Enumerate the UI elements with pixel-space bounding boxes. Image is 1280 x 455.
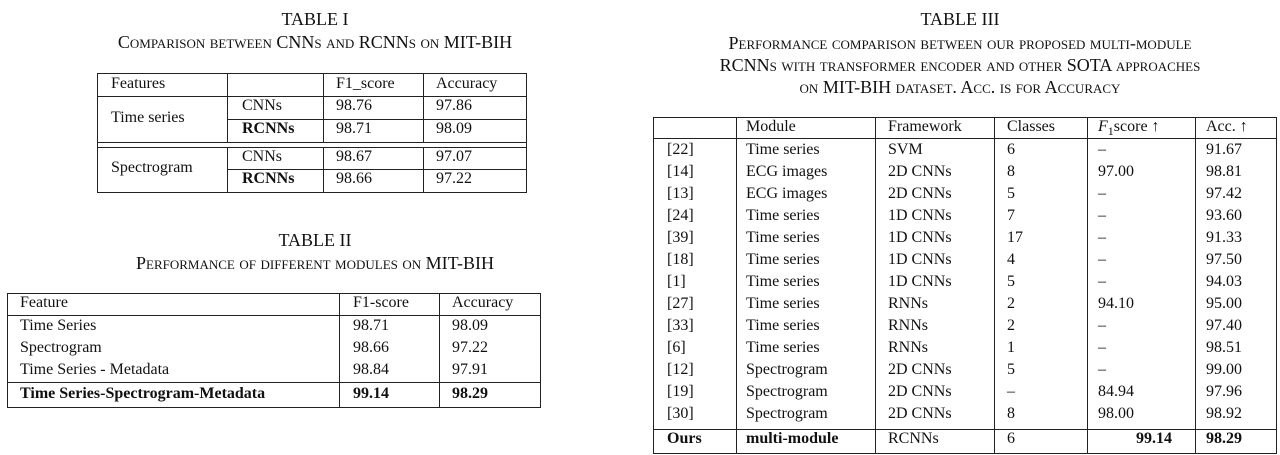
- table3-cell: 93.60: [1206, 207, 1242, 224]
- table3-cell: 8: [1007, 405, 1015, 422]
- table2-cell: 98.66: [353, 339, 389, 356]
- table3-cell: RNNs: [888, 295, 929, 312]
- table2-cell: 98.29: [452, 385, 488, 402]
- table3-cell: 97.96: [1206, 383, 1242, 400]
- table3-cell: [12]: [667, 361, 694, 378]
- table2-header-f1: F1-score: [353, 294, 409, 311]
- table3-cell: 2: [1007, 295, 1015, 312]
- table3-header-f1score: $F_1score$ ↑: [1098, 118, 1160, 139]
- table3-cell: 2D CNNs: [888, 185, 952, 202]
- table1-title: TABLE I: [281, 9, 349, 29]
- table1-header-accuracy: Accuracy: [436, 75, 498, 92]
- table3-cell: [33]: [667, 317, 694, 334]
- table3-ours-classes: 6: [1007, 430, 1015, 447]
- table3-cell: 5: [1007, 273, 1015, 290]
- table3-cell: 2D CNNs: [888, 405, 952, 422]
- table2-cell: Spectrogram: [20, 339, 102, 356]
- table2-cell: 99.14: [353, 385, 389, 402]
- table3-ours-module: multi-module: [746, 430, 839, 447]
- table3-cell: SVM: [888, 141, 923, 158]
- table3-cell: Spectrogram: [746, 361, 828, 378]
- table2-header-feature: Feature: [20, 294, 68, 311]
- table3-cell: 97.40: [1206, 317, 1242, 334]
- table3-cell: 98.92: [1206, 405, 1242, 422]
- table3-cell: 1D CNNs: [888, 207, 952, 224]
- table3-cell: 98.81: [1206, 163, 1242, 180]
- table1-header-features: Features: [111, 75, 166, 92]
- table3-header-framework: Framework: [888, 118, 962, 135]
- table3-ours-label: Ours: [667, 430, 702, 447]
- table3-cell: [27]: [667, 295, 694, 312]
- table3: [653, 117, 1277, 454]
- table3-cell: 8: [1007, 163, 1015, 180]
- table3-cell: [14]: [667, 163, 694, 180]
- table3-cell: –: [1098, 141, 1106, 158]
- table3-caption-line: on MIT-BIH dataset. Acc. is for Accuracy: [799, 77, 1121, 97]
- table3-cell: [22]: [667, 141, 694, 158]
- table3-cell: Time series: [746, 339, 820, 356]
- table3-cell: 98.00: [1098, 405, 1134, 422]
- table3-cell: Time series: [746, 273, 820, 290]
- table3-cell: 84.94: [1098, 383, 1134, 400]
- table3-cell: 91.67: [1206, 141, 1242, 158]
- table3-cell: 97.00: [1098, 163, 1134, 180]
- table3-cell: 1D CNNs: [888, 229, 952, 246]
- table3-cell: Time series: [746, 317, 820, 334]
- table3-cell: Time series: [746, 295, 820, 312]
- table3-header-module: Module: [746, 118, 796, 135]
- table3-cell: [1]: [667, 273, 686, 290]
- table3-cell: 2D CNNs: [888, 361, 952, 378]
- table1-cell: 97.22: [436, 170, 472, 187]
- table2-caption: Performance of different modules on MIT-BIH: [136, 253, 494, 273]
- table3-caption-line: RCNNs with transformer encoder and other SOTA approaches: [719, 55, 1201, 75]
- table3-cell: –: [1098, 273, 1106, 290]
- table3-cell: 1: [1007, 339, 1015, 356]
- table2-cell: 97.91: [452, 361, 488, 378]
- table3-ours-acc: 98.29: [1206, 430, 1242, 447]
- table3-cell: 97.50: [1206, 251, 1242, 268]
- table1-feature-time-series: Time series: [111, 109, 185, 126]
- table3-cell: [18]: [667, 251, 694, 268]
- table2-cell: 98.84: [353, 361, 389, 378]
- table3-cell: 1D CNNs: [888, 273, 952, 290]
- table3-caption-line: Performance comparison between our proposed multi-module: [728, 33, 1192, 53]
- table2-cell: Time Series-Spectrogram-Metadata: [20, 385, 266, 402]
- table2-cell: 98.09: [452, 317, 488, 334]
- table1-cell: CNNs: [242, 148, 283, 165]
- table3-cell: 7: [1007, 207, 1015, 224]
- table1-caption: Comparison between CNNs and RCNNs on MIT-BIH: [117, 32, 513, 52]
- table3-ours-framework: RCNNs: [888, 430, 939, 447]
- table1-cell: 97.07: [436, 148, 472, 165]
- table3-cell: Time series: [746, 229, 820, 246]
- table3-cell: 5: [1007, 185, 1015, 202]
- table3-cell: [19]: [667, 383, 694, 400]
- table3-cell: –: [1098, 207, 1106, 224]
- table3-header-accuracy: Acc. ↑: [1206, 118, 1248, 135]
- table3-cell: –: [1098, 229, 1106, 246]
- table3-cell: 95.00: [1206, 295, 1242, 312]
- table3-cell: ECG images: [746, 163, 828, 180]
- table3-cell: Time series: [746, 251, 820, 268]
- table3-cell: [39]: [667, 229, 694, 246]
- table1: [97, 73, 527, 193]
- table1-header-f1: F1_score: [336, 75, 395, 92]
- table3-cell: –: [1098, 317, 1106, 334]
- table3-cell: 17: [1007, 229, 1023, 246]
- table3-ours-f1: 99.14: [1136, 430, 1172, 447]
- table3-cell: [13]: [667, 185, 694, 202]
- table2-cell: 98.71: [353, 317, 389, 334]
- table3-cell: 2: [1007, 317, 1015, 334]
- table3-cell: 98.51: [1206, 339, 1242, 356]
- table3-cell: 1D CNNs: [888, 251, 952, 268]
- table1-cell: CNNs: [242, 97, 283, 114]
- table3-title: TABLE III: [920, 9, 1000, 29]
- table3-cell: ECG images: [746, 185, 828, 202]
- table2-cell: 97.22: [452, 339, 488, 356]
- table3-cell: –: [1098, 361, 1106, 378]
- table3-cell: –: [1098, 251, 1106, 268]
- table1-cell: 98.67: [336, 148, 372, 165]
- table1-cell: 98.09: [436, 120, 472, 137]
- table3-cell: 99.00: [1206, 361, 1242, 378]
- table2-cell: Time Series: [20, 317, 97, 334]
- table2-cell: Time Series - Metadata: [20, 361, 170, 378]
- table1-cell: RCNNs: [242, 120, 295, 137]
- table3-cell: –: [1098, 185, 1106, 202]
- table1-cell: RCNNs: [242, 170, 295, 187]
- table3-cell: 6: [1007, 141, 1015, 158]
- table2-header-accuracy: Accuracy: [452, 294, 514, 311]
- table1-cell: 97.86: [436, 97, 472, 114]
- table1-cell: 98.66: [336, 170, 372, 187]
- table3-cell: 2D CNNs: [888, 163, 952, 180]
- table3-cell: –: [1098, 339, 1106, 356]
- table3-cell: Time series: [746, 207, 820, 224]
- table3-cell: Time series: [746, 141, 820, 158]
- table3-cell: [24]: [667, 207, 694, 224]
- table3-cell: 97.42: [1206, 185, 1242, 202]
- table3-cell: [6]: [667, 339, 686, 356]
- table1-feature-spectrogram: Spectrogram: [111, 159, 193, 176]
- table3-cell: RNNs: [888, 339, 929, 356]
- table2: [7, 293, 541, 408]
- table3-cell: –: [1007, 383, 1015, 400]
- table3-cell: Spectrogram: [746, 405, 828, 422]
- table3-cell: 2D CNNs: [888, 383, 952, 400]
- table3-cell: 94.03: [1206, 273, 1242, 290]
- table3-cell: RNNs: [888, 317, 929, 334]
- table1-cell: 98.76: [336, 97, 372, 114]
- table3-cell: 4: [1007, 251, 1015, 268]
- table1-cell: 98.71: [336, 120, 372, 137]
- table3-cell: 5: [1007, 361, 1015, 378]
- table3-cell: [30]: [667, 405, 694, 422]
- table3-cell: 94.10: [1098, 295, 1134, 312]
- table2-title: TABLE II: [278, 230, 352, 250]
- table3-cell: 91.33: [1206, 229, 1242, 246]
- table3-header-classes: Classes: [1007, 118, 1055, 135]
- table3-cell: Spectrogram: [746, 383, 828, 400]
